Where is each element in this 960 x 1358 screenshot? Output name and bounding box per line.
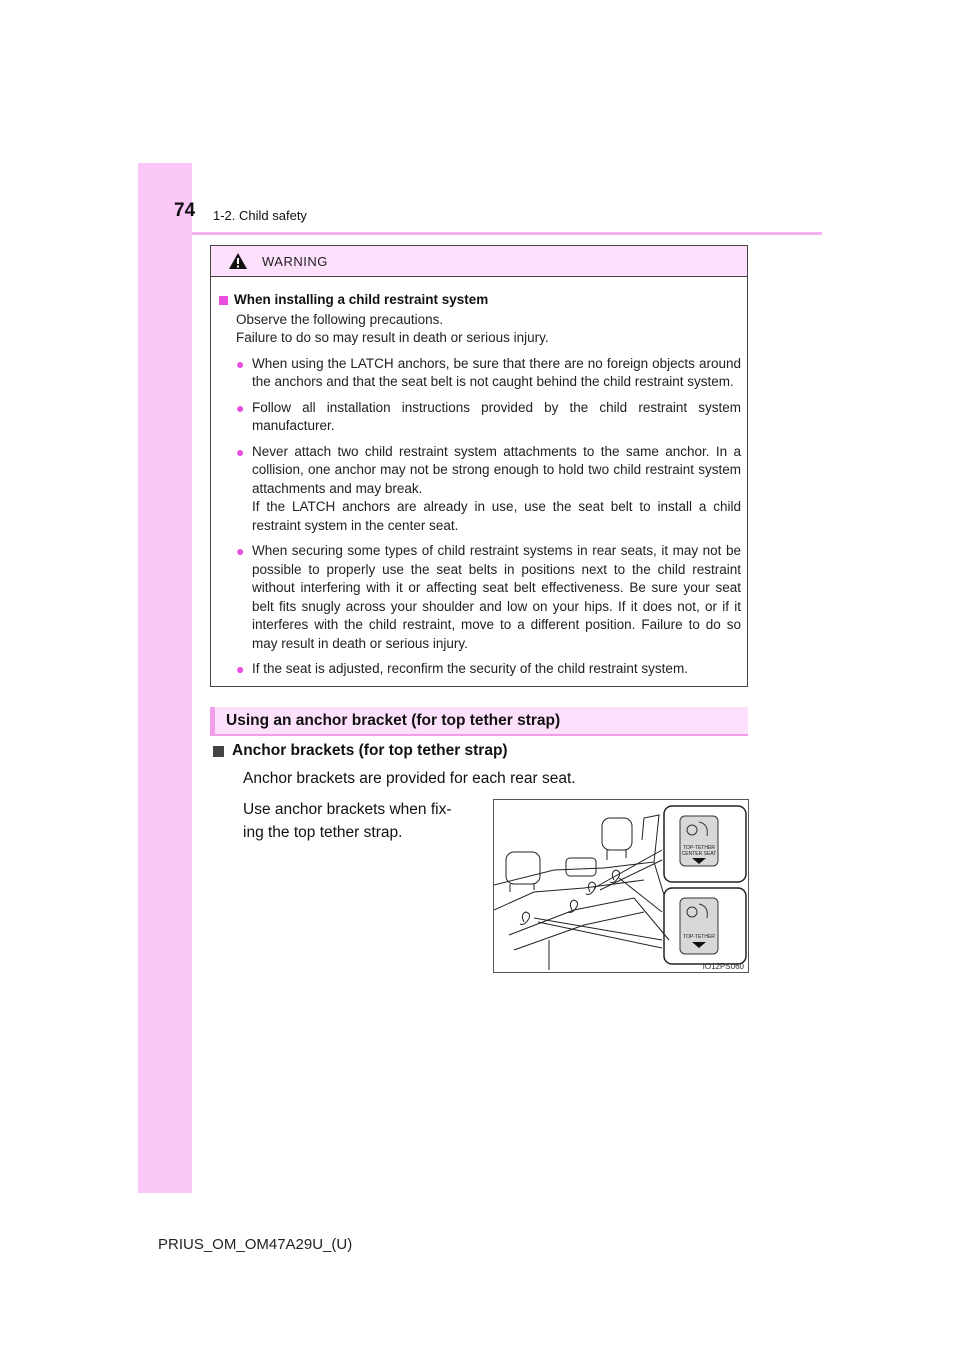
circle-bullet-icon: ● — [236, 399, 245, 416]
square-bullet-icon — [219, 296, 228, 305]
warning-bullet-text: When using the LATCH anchors, be sure that there are no foreign objects around the anchors and that the seat belt is not caught behind the child restraint system. — [252, 355, 741, 389]
warning-bullet — [219, 355, 741, 392]
warning-header — [211, 246, 747, 277]
square-bullet-icon — [213, 746, 224, 757]
warning-bullet — [219, 660, 741, 679]
warning-bullet-text: Follow all installation instructions provided by the child restraint system manufacturer. — [252, 399, 741, 433]
warning-bullet-text: When securing some types of child restraint systems in rear seats, it may not be possible to properly use the seat belts in positions next to the child restraint without interfering with it or affecting seat belt effectiveness. Be sure your seat belt fits snugly across your shoulder and low on your hips. If it does not, or if it interferes with the child restraint, move to a different position. Failure to do so may result in death or serious injury. — [252, 543, 741, 651]
circle-bullet-icon: ● — [236, 661, 245, 677]
figure-label: IO12PS060 — [702, 962, 744, 971]
anchor-heading — [213, 742, 508, 760]
warning-body — [211, 277, 747, 679]
warning-bullet — [219, 542, 741, 653]
badge-bottom-label: TOP-TETHER — [683, 934, 715, 940]
circle-bullet-icon: ● — [236, 443, 245, 460]
warning-bullet — [219, 399, 741, 436]
warning-bullet-text: Never attach two child restraint system attachments to the same anchor. In a collision, one anchor may not be strong enough to hold two child restraint system attachments and may break. If the LATCH anchors are already in use, use the seat belt to install a child restraint system in the center seat. — [252, 443, 741, 533]
warning-bullet — [219, 443, 741, 536]
rear-seat-illustration — [494, 800, 748, 972]
warning-label: WARNING — [262, 253, 328, 269]
warning-bullet-text: If the seat is adjusted, reconfirm the security of the child restraint system. — [252, 661, 688, 676]
anchor-heading-text: Anchor brackets (for top tether strap) — [232, 742, 508, 759]
page-number: 74 — [174, 200, 196, 221]
section-title: 1-2. Child safety — [213, 208, 307, 223]
footer-doc-code: PRIUS_OM_OM47A29U_(U) — [158, 1236, 353, 1253]
header-rule — [192, 232, 822, 235]
badge-top-line2: CENTER SEAT — [681, 851, 717, 857]
warning-box — [210, 245, 748, 687]
badge-top-line1: TOP-TETHER — [683, 845, 715, 851]
warning-heading-text: When installing a child restraint system — [234, 292, 489, 307]
circle-bullet-icon: ● — [236, 543, 245, 559]
anchor-bracket-illustration — [493, 799, 749, 973]
warning-heading — [219, 291, 741, 310]
subsection-title: Using an anchor bracket (for top tether strap) — [210, 707, 748, 736]
warning-intro: Observe the following precautions. Failure to do so may result in death or serious injury. — [236, 311, 549, 345]
warning-triangle-icon — [228, 252, 248, 270]
anchor-paragraph-2: Use anchor brackets when fix- ing the top tether strap. — [243, 801, 452, 841]
circle-bullet-icon: ● — [236, 355, 245, 372]
anchor-paragraph-1: Anchor brackets are provided for each rear seat. — [243, 770, 576, 787]
side-band — [138, 163, 192, 1193]
